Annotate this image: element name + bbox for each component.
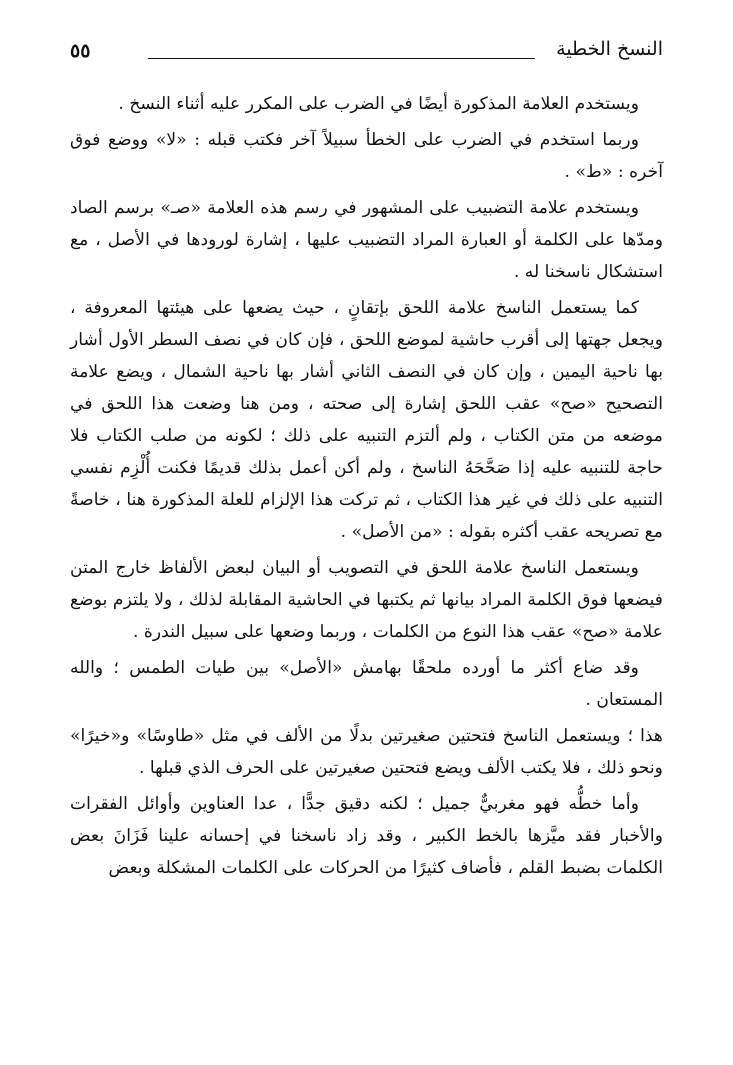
header-rule [148,58,535,59]
paragraph-8: وأما خطُّه فهو مغربيٌّ جميل ؛ لكنه دقيق جدًّا ، عدا العناوين وأوائل الفقرات والأخبار فقد ميَّزها بالخط الكبير ، وقد زاد ناسخنا في إحسانه علينا فَزَانَ بعض الكلمات بضبط القلم ، فأضاف كثيرًا من الحركات على الكلمات المشكلة وبعض [70,794,663,878]
page-header [70,38,663,72]
paragraph-1: ويستخدم العلامة المذكورة أيضًا في الضرب على المكرر عليه أثناء النسخ . [118,94,639,114]
paragraph-3: ويستخدم علامة التضبيب على المشهور في رسم هذه العلامة «صـ» برسم الصاد ومدّها على الكلمة أو العبارة المراد التضبيب عليها ، إشارة لورودها في الأصل ، مع استشكال ناسخنا له . [70,198,663,282]
body-text [70,88,663,888]
paragraph-7: هذا ؛ ويستعمل الناسخ فتحتين صغيرتين بدلًا من الألف في مثل «طاوسًا» و«خيرًا» ونحو ذلك ، فلا يكتب الألف ويضع فتحتين صغيرتين على الحرف الذي قبلها . [70,726,663,778]
paragraph-5: ويستعمل الناسخ علامة اللحق في التصويب أو البيان لبعض الألفاظ خارج المتن فيضعها فوق الكلمة المراد بيانها ثم يكتبها في الحاشية المقابلة لذلك ، ولا يلتزم بوضع علامة «صح» عقب هذا النوع من الكلمات ، وربما وضعها على سبيل الندرة . [70,558,663,642]
page-number: ٥٥ [70,40,91,62]
paragraph-2: وربما استخدم في الضرب على الخطأ سبيلاً آخر فكتب قبله : «لا» ووضع فوق آخره : «ط» . [70,130,663,182]
running-title: النسخ الخطية [556,38,663,60]
paragraph-4: كما يستعمل الناسخ علامة اللحق بإتقانٍ ، حيث يضعها على هيئتها المعروفة ، ويجعل جهتها إلى أقرب حاشية لموضع اللحق ، فإن كان في نصف السطر الأول أشار بها ناحية اليمين ، وإن كان في النصف الثاني أشار بها ناحية الشمال ، ويضع علامة التصحيح «صح» عقب اللحق إشارة إلى صحته ، ومن هنا وضعت هذا اللحق في موضعه من متن الكتاب ، ولم ألتزم التنبيه على ذلك ؛ لكونه من صلب الكتاب فلا حاجة للتنبيه عليه إذا صَحَّحَهُ الناسخ ، ولم أكن أعمل بذلك قديمًا فكنت أُلْزِم نفسي التنبيه على ذلك في غير هذا الكتاب ، ثم تركت هذا الإلزام للعلة المذكورة هنا ، خاصةً مع تصريحه عقب أكثره بقوله : «من الأصل» . [70,298,663,542]
paragraph-6: وقد ضاع أكثر ما أورده ملحقًا بهامش «الأصل» بين طيات الطمس ؛ والله المستعان . [70,658,663,710]
